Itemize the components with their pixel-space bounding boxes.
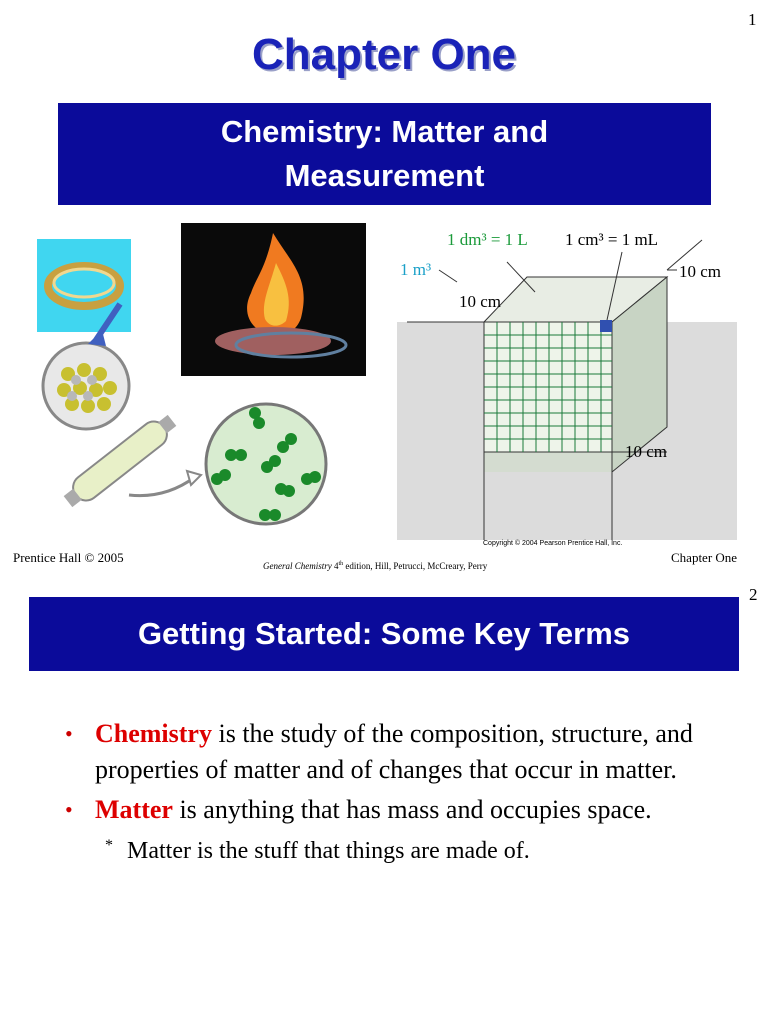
diagram-copyright: Copyright © 2004 Pearson Prentice Hall, Inc. [483, 540, 623, 547]
footer-credit [263, 561, 487, 571]
sub-bullet-text: Matter is the stuff that things are made of. [127, 838, 530, 864]
volume-cube-diagram [397, 222, 737, 547]
molecule-icon [203, 401, 329, 527]
slide1-banner-text: Chemistry: Matter and Measurement [220, 114, 549, 193]
label-dm3: 1 dm³ = 1 L [447, 230, 528, 249]
flame-icon [181, 223, 366, 376]
molecule-image [203, 401, 329, 527]
credit-edition: 4 [334, 561, 339, 571]
term-chemistry: Chemistry [95, 719, 212, 748]
label-10cm-top: 10 cm [459, 292, 502, 311]
credit-sup: th [338, 561, 344, 567]
gas-tube-image [50, 398, 190, 524]
label-10cm-bottom: 10 cm [625, 442, 668, 461]
definition-matter: is anything that has mass and occupies space. [172, 795, 652, 824]
bullet-marker: • [65, 721, 73, 746]
footer-publisher: Prentice Hall © 2005 [13, 550, 124, 565]
credit-title: General Chemistry [263, 561, 332, 571]
definition-chemistry: is the study of the composition, structure, and properties of matter and of changes that occur in matter. [95, 719, 693, 784]
credit-rest: edition, Hill, Petrucci, McCreary, Perry [343, 561, 488, 571]
label-m3: 1 m³ [400, 260, 432, 279]
ring-arrow-icon [86, 300, 126, 350]
footer-chapter: Chapter One [671, 550, 738, 565]
page-number-2: 2 [749, 585, 758, 604]
tube-arrow-icon [125, 465, 205, 505]
bullet-marker: • [65, 797, 73, 822]
term-matter: Matter [95, 795, 173, 824]
bullet-chemistry [65, 716, 705, 788]
gas-tube-icon [50, 398, 190, 524]
label-cm3: 1 cm³ = 1 mL [565, 230, 659, 249]
page-number-1: 1 [748, 10, 757, 29]
slide2-banner: Getting Started: Some Key Terms [29, 597, 739, 671]
sub-bullet-matter [65, 832, 705, 869]
key-terms-list [65, 716, 705, 869]
sub-bullet-marker: * [105, 837, 113, 854]
bullet-matter [65, 792, 705, 828]
label-10cm-right: 10 cm [679, 262, 722, 281]
flame-image [181, 223, 366, 376]
slide1-banner [58, 103, 711, 205]
chapter-title: Chapter One [251, 30, 517, 79]
